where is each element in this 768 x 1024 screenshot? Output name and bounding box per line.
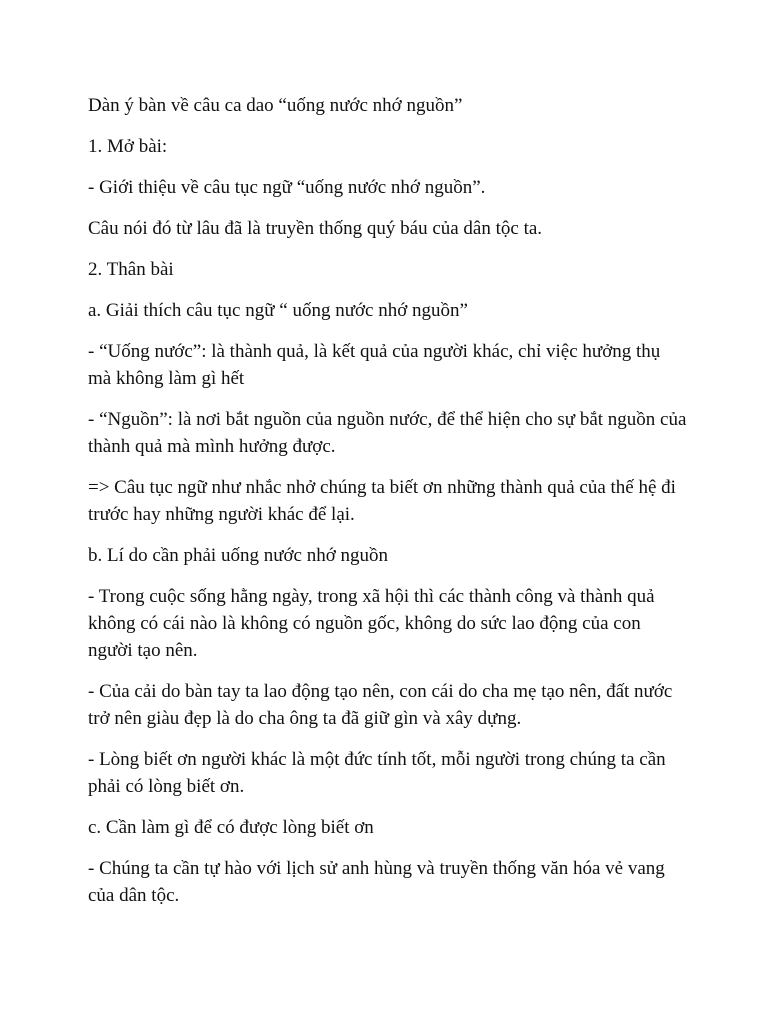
subheading-a: a. Giải thích câu tục ngữ “ uống nước nhớ nguồn” — [88, 300, 468, 321]
paragraph: - Trong cuộc sống hằng ngày, trong xã hội thì các thành công và thành quả không có cái nào là không có nguồn gốc, không do sức lao động của con người tạo nên. — [88, 586, 655, 661]
document-title: Dàn ý bàn về câu ca dao “uống nước nhớ nguồn” — [88, 95, 463, 116]
paragraph: - Chúng ta cần tự hào với lịch sử anh hùng và truyền thống văn hóa vẻ vang của dân tộc. — [88, 858, 665, 906]
paragraph: - “Nguồn”: là nơi bắt nguồn của nguồn nước, để thể hiện cho sự bắt nguồn của thành quả mà mình hưởng được. — [88, 409, 687, 457]
paragraph: - “Uống nước”: là thành quả, là kết quả của người khác, chỉ việc hưởng thụ mà không làm gì hết — [88, 341, 661, 389]
document-page — [88, 92, 688, 923]
subheading-b: b. Lí do cần phải uống nước nhớ nguồn — [88, 545, 389, 566]
paragraph: => Câu tục ngữ như nhắc nhở chúng ta biết ơn những thành quả của thế hệ đi trước hay những người khác để lại. — [88, 477, 676, 525]
paragraph: Câu nói đó từ lâu đã là truyền thống quý báu của dân tộc ta. — [88, 218, 543, 239]
subheading-c: c. Cần làm gì để có được lòng biết ơn — [88, 817, 374, 838]
paragraph: - Của cải do bàn tay ta lao động tạo nên, con cái do cha mẹ tạo nên, đất nước trở nên giàu đẹp là do cha ông ta đã giữ gìn và xây dựng. — [88, 681, 673, 729]
heading-mo-bai: 1. Mở bài: — [88, 136, 168, 157]
paragraph: - Giới thiệu về câu tục ngữ “uống nước nhớ nguồn”. — [88, 177, 486, 198]
paragraph: - Lòng biết ơn người khác là một đức tính tốt, mỗi người trong chúng ta cần phải có lòng biết ơn. — [88, 749, 666, 797]
heading-than-bai: 2. Thân bài — [88, 259, 174, 280]
